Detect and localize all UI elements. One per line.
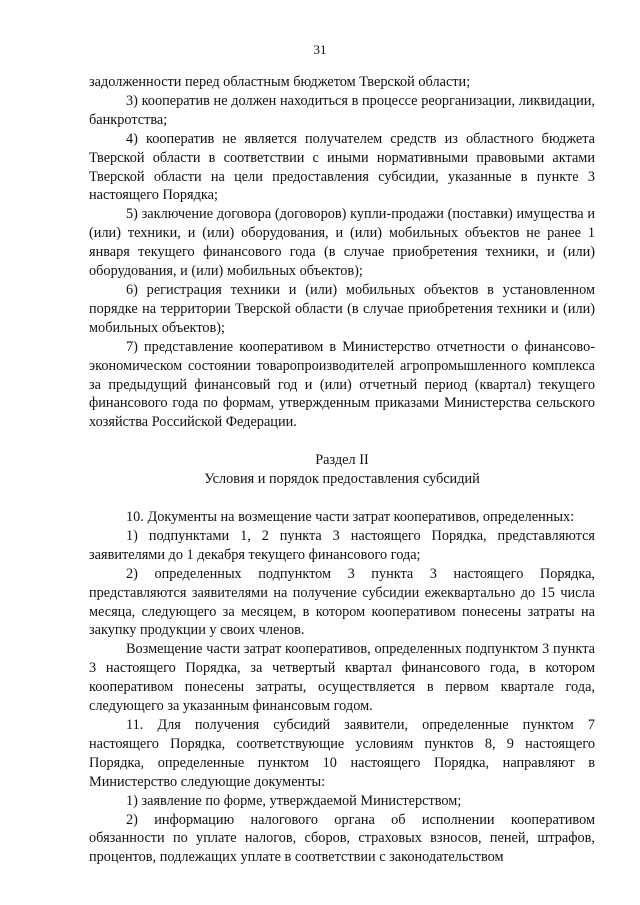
paragraphs-bottom	[89, 508, 595, 867]
section-title: Условия и порядок предоставления субсидий	[204, 471, 480, 488]
paragraph: 11. Для получения субсидий заявители, определенные пунктом 7 настоящего Порядка, соответствующие условиям пунктов 8, 9 настоящего Порядка, определенные пунктом 10 настоящего Порядка, направляют в Министерство следующие документы:	[89, 717, 595, 790]
paragraph: 6) регистрация техники и (или) мобильных объектов в установленном порядке на территории Тверской области (в случае приобретения техники и (или) мобильных объектов);	[89, 281, 595, 336]
paragraph: 1) подпунктами 1, 2 пункта 3 настоящего Порядка, представляются заявителями до 1 декабря текущего финансового года;	[89, 527, 595, 563]
paragraph: 5) заключение договора (договоров) купли-продажи (поставки) имущества и (или) техники, и (или) оборудования, и (или) мобильных объектов не ранее 1 января текущего финансового года (в случае приобретения техники, и (или) оборудования, и (или) мобильных объектов);	[89, 206, 595, 280]
paragraph: 4) кооператив не является получателем средств из областного бюджета Тверской области в соответствии с иными нормативными правовыми актами Тверской области на цели предоставления субсидии, указанные в пункте 3 настоящего Порядка;	[89, 130, 595, 204]
page-number: 31	[313, 42, 327, 57]
paragraph: задолженности перед областным бюджетом Тверской области;	[89, 74, 471, 90]
paragraph: 1) заявление по форме, утверждаемой Министерством;	[126, 792, 462, 809]
section-number: Раздел II	[315, 452, 369, 469]
paragraph: 2) определенных подпунктом 3 пункта 3 настоящего Порядка, представляются заявителями на получение субсидии ежеквартально до 15 числа месяца, следующего за месяцем, в котором кооперативом понесены затраты на закупку продукции у своих членов.	[89, 565, 595, 639]
document-body	[89, 73, 595, 867]
paragraphs-top	[89, 73, 595, 432]
paragraph: Возмещение части затрат кооперативов, определенных подпунктом 3 пункта 3 настоящего Порядка, за четвертый квартал финансового года, в котором кооперативом понесены затраты, осуществляется в первом квартале года, следующего за указанным финансовым годом.	[89, 641, 595, 715]
paragraph: 7) представление кооперативом в Министерство отчетности о финансово-экономическом состоянии товаропроизводителей агропромышленного комплекса за предыдущий финансовый год и (или) отчетный период (квартал) текущего финансового года по формам, утвержденным приказами Министерства сельского хозяйства Российской Федерации.	[89, 338, 595, 431]
paragraph: 10. Документы на возмещение части затрат кооперативов, определенных:	[126, 509, 575, 526]
paragraph: 2) информацию налогового органа об исполнении кооперативом обязанности по уплате налогов, сборов, страховых взносов, пеней, штрафов, процентов, подлежащих уплате в соответствии с законодательством	[89, 811, 595, 866]
paragraph: 3) кооператив не должен находиться в процессе реорганизации, ликвидации, банкротства;	[89, 92, 595, 128]
